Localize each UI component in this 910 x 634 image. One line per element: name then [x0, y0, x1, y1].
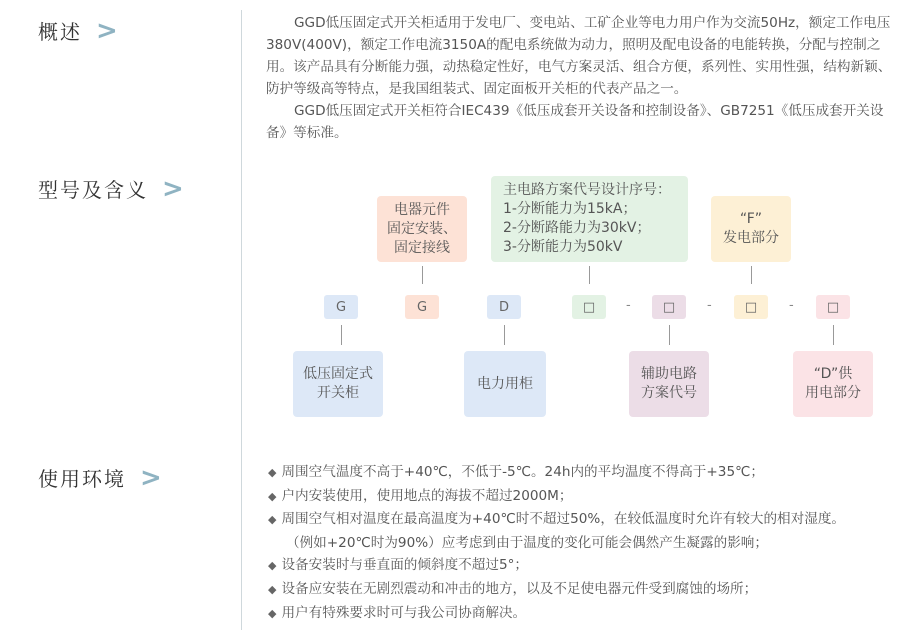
model-title: 型号及含义: [38, 178, 148, 202]
connector-line: [669, 325, 670, 345]
list-item: ◆ 用户有特殊要求时可与我公司协商解决。: [268, 604, 527, 621]
box-main-circuit: 主电路方案代号设计序号： 1-分断能力为15kA； 2-分断路能力为30kV； 3-分断能力为50kV: [491, 176, 688, 262]
diamond-bullet-icon: ◆: [268, 559, 277, 573]
code-aux-circuit: □: [652, 295, 686, 319]
box-generator: “F” 发电部分: [711, 196, 791, 262]
box-low-voltage-cabinet: 低压固定式 开关柜: [293, 351, 383, 417]
chevron-right-icon: >: [162, 173, 186, 204]
environment-list: [268, 461, 898, 625]
connector-line: [341, 325, 342, 345]
list-item: ◆ 周围空气温度不高于+40℃，不低于-5℃。24h内的平均温度不得高于+35℃；: [268, 464, 764, 480]
list-item: ◆ 户内安装使用，使用地点的海拔不超过2000M；: [268, 487, 573, 504]
list-item: ◆ 设备应安装在无剧烈震动和冲击的地方，以及不足使电器元件受到腐蚀的场所；: [268, 580, 758, 597]
overview-paragraph-1: GGD低压固定式开关柜适用于发电厂、变电站、工矿企业等电力用户作为交流50Hz，额定工作电压380V(400V)，额定工作电流3150A的配电系统做为动力，照明及配电设备的电能转换，分配与控制之用。该产品具有分断能力强，动热稳定性好，电气方案灵活、组合方便，系列性、实用性强，结构新颖、防护等级高等特点，是我国组装式、固定面板开关柜的代表产品之一。: [266, 15, 892, 97]
section-title-environment: [38, 463, 164, 492]
list-item: ◆ 设备安装时与垂直面的倾斜度不超过5°；: [268, 557, 529, 574]
chevron-right-icon: >: [140, 462, 164, 493]
box-supply: “D”供 用电部分: [793, 351, 873, 417]
connector-line: [833, 325, 834, 345]
diamond-bullet-icon: ◆: [268, 466, 277, 479]
list-item-continuation: （例如+20℃时为90%）应考虑到由于温度的变化可能会偶然产生凝露的影响；: [286, 534, 768, 551]
code-g-2: G: [405, 295, 439, 319]
list-item: ◆ 周围空气相对温度在最高温度为+40℃时不超过50%，在较低温度时允许有较大的相对湿度。: [268, 511, 846, 528]
environment-title: 使用环境: [38, 467, 126, 491]
chevron-right-icon: >: [96, 15, 120, 46]
connector-line: [422, 266, 423, 284]
overview-title: 概述: [38, 20, 82, 44]
code-g-1: G: [324, 295, 358, 319]
separator-dash: -: [707, 298, 712, 313]
diamond-bullet-icon: ◆: [268, 513, 277, 527]
box-power-cabinet: 电力用柜: [464, 351, 546, 417]
diamond-bullet-icon: ◆: [268, 606, 277, 620]
code-generator: □: [734, 295, 768, 319]
overview-text: [266, 12, 898, 144]
separator-dash: -: [626, 298, 631, 313]
diamond-bullet-icon: ◆: [268, 582, 277, 596]
diamond-bullet-icon: ◆: [268, 489, 277, 503]
divider-line: [241, 10, 242, 630]
connector-line: [504, 325, 505, 345]
box-component-install: 电器元件 固定安装、 固定接线: [377, 196, 467, 262]
separator-dash: -: [789, 298, 794, 313]
connector-line: [589, 266, 590, 284]
overview-paragraph-2: GGD低压固定式开关柜符合IEC439《低压成套开关设备和控制设备》、GB7251《低压成套开关设备》等标准。: [266, 103, 884, 141]
code-d: D: [487, 295, 521, 319]
code-main-circuit: □: [572, 295, 606, 319]
box-aux-circuit: 辅助电路 方案代号: [629, 351, 709, 417]
section-title-model: [38, 174, 186, 203]
code-supply: □: [816, 295, 850, 319]
connector-line: [751, 266, 752, 284]
section-title-overview: [38, 16, 120, 45]
